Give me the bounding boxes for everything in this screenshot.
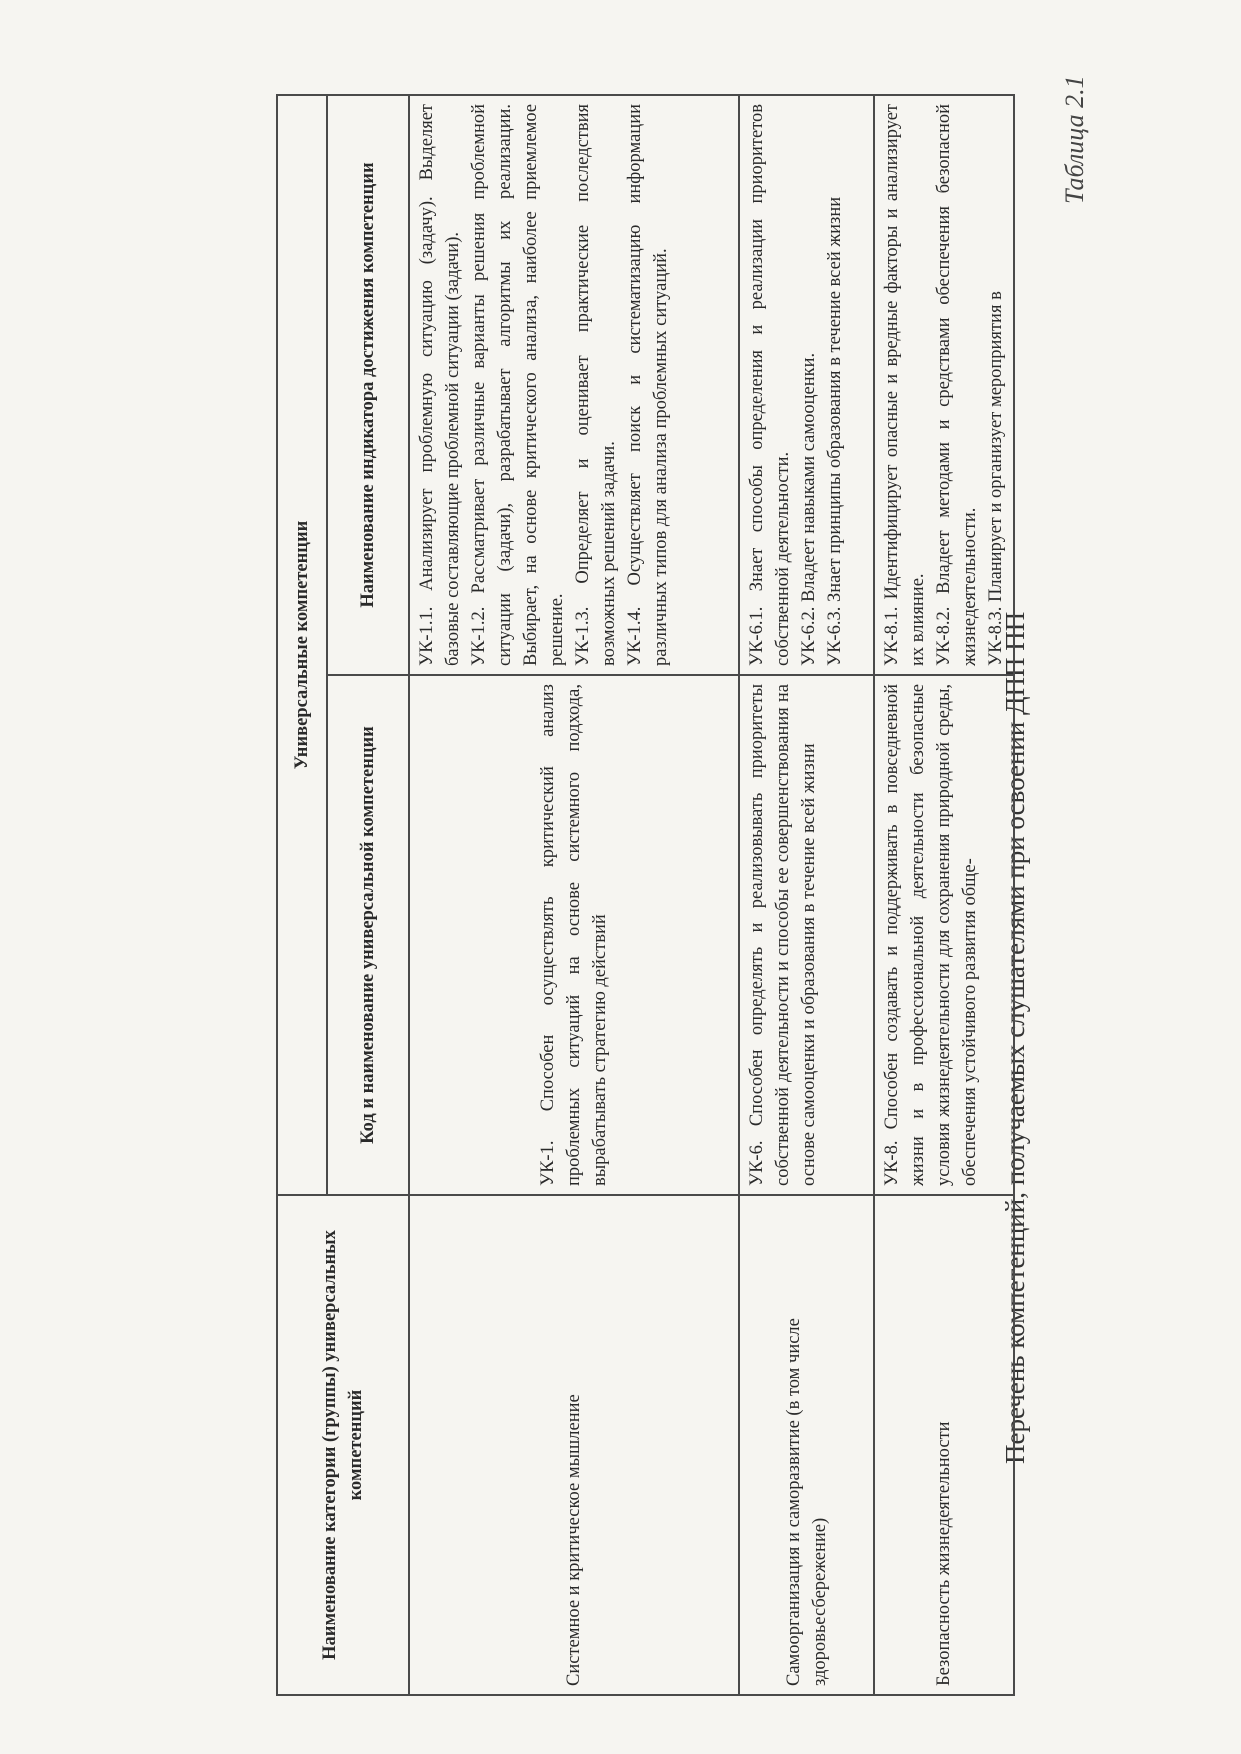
indicator-item: УК-6.2. Владеет навыками самооценки. <box>799 352 819 666</box>
code-cell: УК-8. Способен создавать и поддерживать в повседневной жизни и в профессиональной деятельности безопасные условия жизнедеятельности для сохранения природной среды, обеспечения устойчивого развития обще- <box>874 675 1014 1195</box>
table-row <box>739 95 874 1695</box>
table-group-header-row <box>277 95 327 1695</box>
indicator-cell <box>739 95 874 675</box>
table-row <box>874 95 1014 1695</box>
indicator-item: УК-1.4. Осуществляет поиск и систематизацию информации различных типов для анализа проблемных ситуаций. <box>625 103 671 666</box>
competencies-table <box>276 94 1015 1696</box>
category-cell: Системное и критическое мышление <box>409 1195 739 1695</box>
indicator-item: УК-1.2. Рассматривает различные варианты решения проблемной ситуации (задачи), разрабатывает алгоритмы их реализации. Выбирает, на основе критического анализа, наиболее приемлемое решение. <box>469 103 567 666</box>
indicator-cell <box>409 95 739 675</box>
indicator-item: УК-8.2. Владеет методами и средствами обеспечения безопасной жизнедеятельности. <box>934 103 980 666</box>
indicator-cell <box>874 95 1014 675</box>
header-category: Наименование категории (группы) универсальных компетенций <box>277 1195 409 1695</box>
header-group: Универсальные компетенции <box>277 95 327 1195</box>
indicator-item: УК-6.1. Знает способы определения и реализации приоритетов собственной деятельности. <box>747 103 793 666</box>
indicator-item: УК-8.1. Идентифицирует опасные и вредные факторы и анализирует их влияние. <box>882 103 928 666</box>
indicator-item: УК-1.3. Определяет и оценивает практические последствия возможных решений задачи. <box>573 103 619 666</box>
code-cell: УК-1. Способен осуществлять критический анализ проблемных ситуаций на основе системного подхода, вырабатывать стратегию действий <box>409 675 739 1195</box>
page-title: Перечень компетенций, получаемых слушателями при освоении ДПП ПП <box>1000 611 1030 1464</box>
category-cell: Безопасность жизнедеятельности <box>874 1195 1014 1695</box>
indicator-item: УК-6.3. Знает принципы образования в течение всей жизни <box>825 196 845 666</box>
indicator-item: УК-1.1. Анализирует проблемную ситуацию (задачу). Выделяет базовые составляющие проблемной ситуации (задачи). <box>417 103 463 666</box>
indicator-item: УК-8.3. Планирует и организует мероприятия в <box>986 291 1006 666</box>
header-indicator: Наименование индикатора достижения компетенции <box>327 95 409 675</box>
table-caption: Таблица 2.1 <box>1060 75 1089 204</box>
header-code: Код и наименование универсальной компетенции <box>327 675 409 1195</box>
code-cell: УК-6. Способен определять и реализовывать приоритеты собственной деятельности и способы ее совершенствования на основе самооценки и образования в течение всей жизни <box>739 675 874 1195</box>
table-row <box>409 95 739 1695</box>
category-cell: Самоорганизация и саморазвитие (в том числе здоровьесбережение) <box>739 1195 874 1695</box>
